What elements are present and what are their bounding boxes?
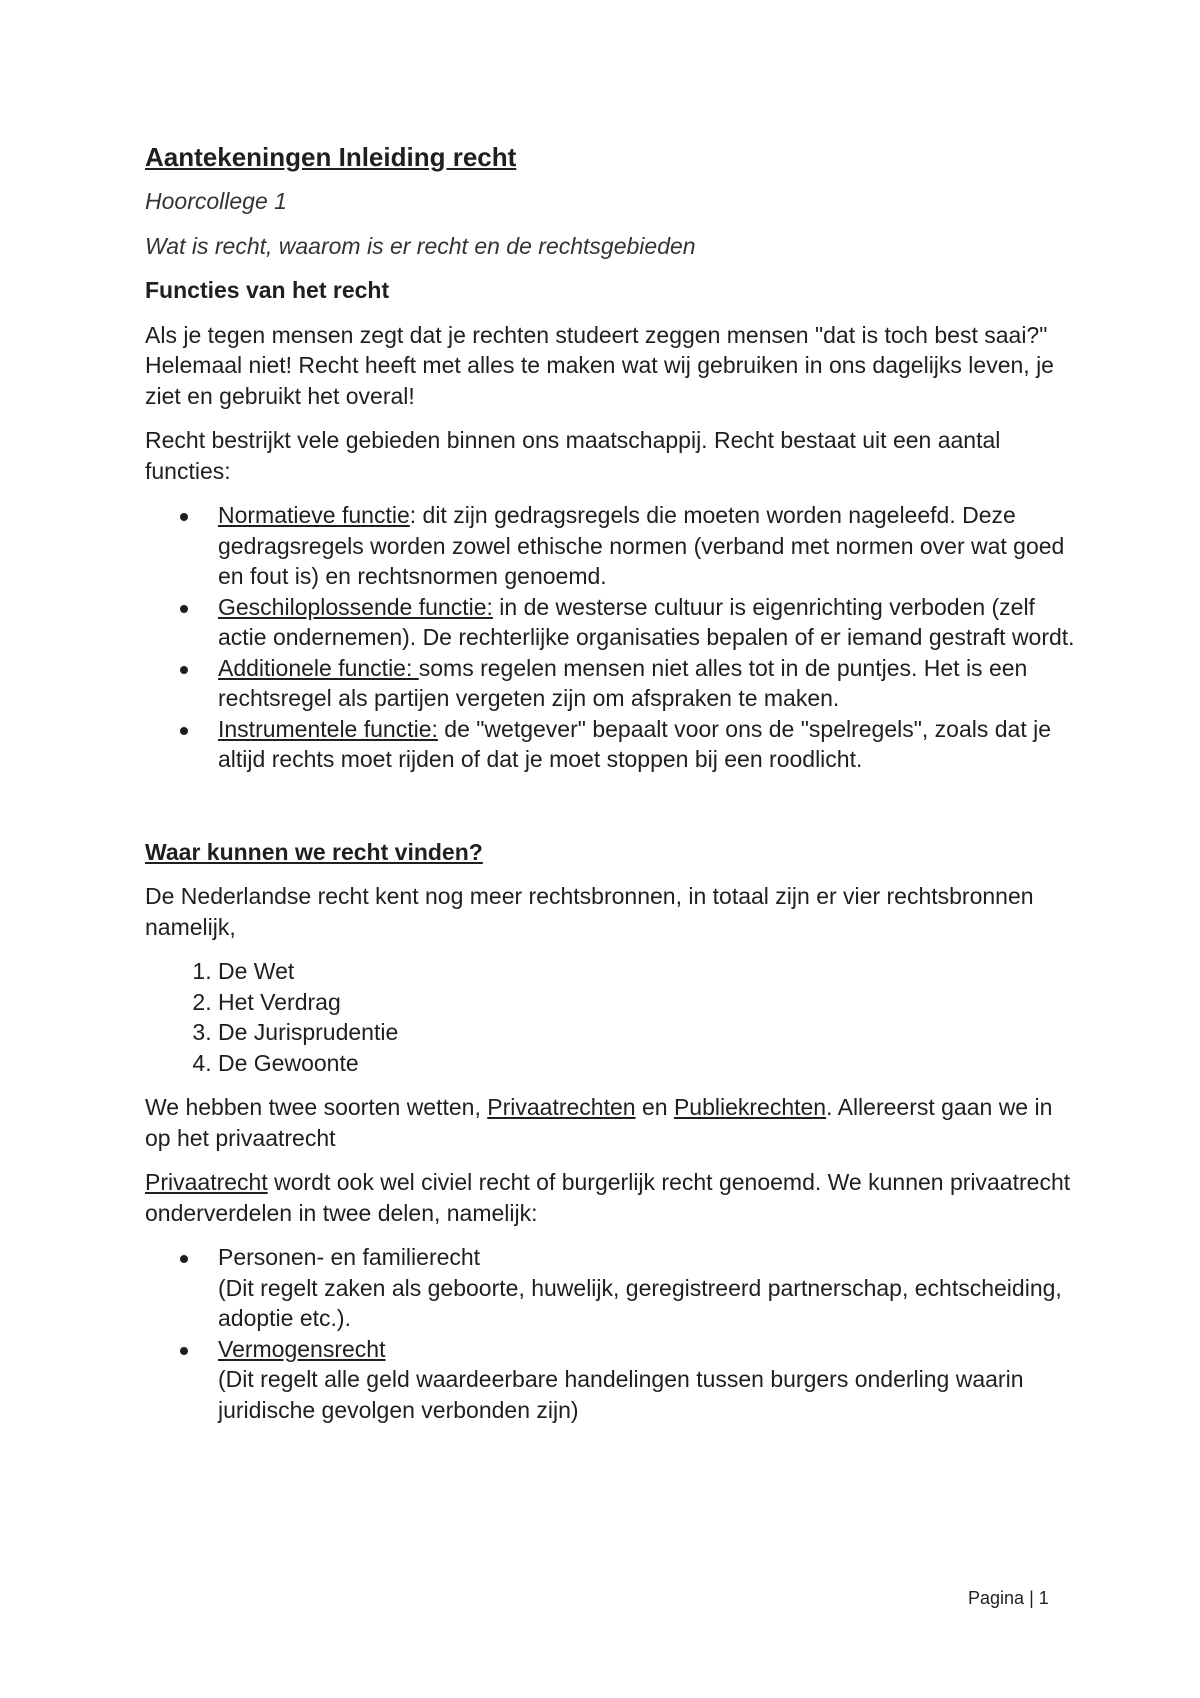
paragraph: Recht bestrijkt vele gebieden binnen ons maatschappij. Recht bestaat uit een aantal functies:: [145, 427, 1001, 484]
paragraph: Privaatrecht wordt ook wel civiel recht of burgerlijk recht genoemd. We kunnen privaatrecht onderverdelen in twee delen, namelijk:: [145, 1169, 1071, 1226]
term: Normatieve functie: [218, 502, 410, 528]
bullet-icon: [180, 1347, 188, 1355]
paragraph: De Nederlandse recht kent nog meer rechtsbronnen, in totaal zijn er vier rechtsbronnen namelijk,: [145, 883, 1034, 940]
list-item: Personen- en familierecht (Dit regelt zaken als geboorte, huwelijk, geregistreerd partnerschap, echtscheiding, adoptie etc.).: [218, 1242, 1075, 1334]
list-item: 4. De Gewoonte: [218, 1048, 1075, 1079]
bullet-icon: [180, 513, 188, 521]
term-description: soms regelen mensen niet alles tot in de puntjes. Het is een rechtsregel als partijen vergeten zijn om afspraken te maken.: [218, 654, 1028, 711]
list-item: 1. De Wet: [218, 956, 1075, 987]
list-item: [218, 653, 1075, 714]
sources-list: [145, 956, 1075, 1078]
section-heading-functions: Functies van het recht: [145, 277, 390, 303]
paragraph: We hebben twee soorten wetten, Privaatrechten en Publiekrechten. Allereerst gaan we in op het privaatrecht: [145, 1094, 1053, 1151]
private-law-list: [145, 1242, 1075, 1425]
term-description: de "wetgever" bepaalt voor ons de "spelregels", zoals dat je altijd rechts moet rijden of dat je moet stoppen bij een roodlicht.: [218, 715, 1052, 772]
term: Privaatrecht: [145, 1169, 268, 1195]
term: Geschiloplossende functie:: [218, 593, 493, 620]
term-description: : dit zijn gedragsregels die moeten worden nageleefd. Deze gedragsregels worden zowel ethische normen (verband met normen over wat goed en fout is) en rechtsnormen genoemd.: [218, 502, 1065, 589]
bullet-icon: [180, 727, 188, 735]
functions-list: [145, 500, 1075, 775]
term: Vermogensrecht: [218, 1335, 386, 1362]
lecture-topic: Wat is recht, waarom is er recht en de rechtsgebieden: [145, 232, 696, 259]
list-item: Vermogensrecht (Dit regelt alle geld waardeerbare handelingen tussen burgers onderling waarin juridische gevolgen verbonden zijn): [218, 1334, 1075, 1426]
term: Publiekrechten: [673, 1094, 827, 1120]
term: Additionele functie:: [218, 654, 419, 681]
term: Instrumentele functie:: [218, 715, 438, 742]
bullet-icon: [180, 1255, 188, 1263]
document-title: Aantekeningen Inleiding recht: [145, 142, 517, 172]
list-item: 3. De Jurisprudentie: [218, 1017, 1075, 1048]
list-item: [218, 714, 1075, 775]
paragraph: Als je tegen mensen zegt dat je rechten studeert zeggen mensen "dat is toch best saai?" Helemaal niet! Recht heeft met alles te maken wat wij gebruiken in ons dagelijks leven, je ziet en gebruikt het overal!: [145, 321, 1054, 409]
bullet-icon: [180, 605, 188, 613]
list-item: 2. Het Verdrag: [218, 987, 1075, 1018]
term: Privaatrechten: [487, 1094, 636, 1120]
page-number: Pagina | 1: [968, 1588, 1049, 1608]
section-heading-sources: Waar kunnen we recht vinden?: [145, 838, 483, 865]
document-page: [145, 140, 1075, 1439]
list-item: [218, 500, 1075, 592]
lecture-label: Hoorcollege 1: [145, 188, 287, 214]
bullet-icon: [180, 666, 188, 674]
list-item: [218, 592, 1075, 653]
term-description: in de westerse cultuur is eigenrichting verboden (zelf actie ondernemen). De rechterlijke organisaties bepalen of er iemand gestraft wordt.: [218, 593, 1075, 650]
